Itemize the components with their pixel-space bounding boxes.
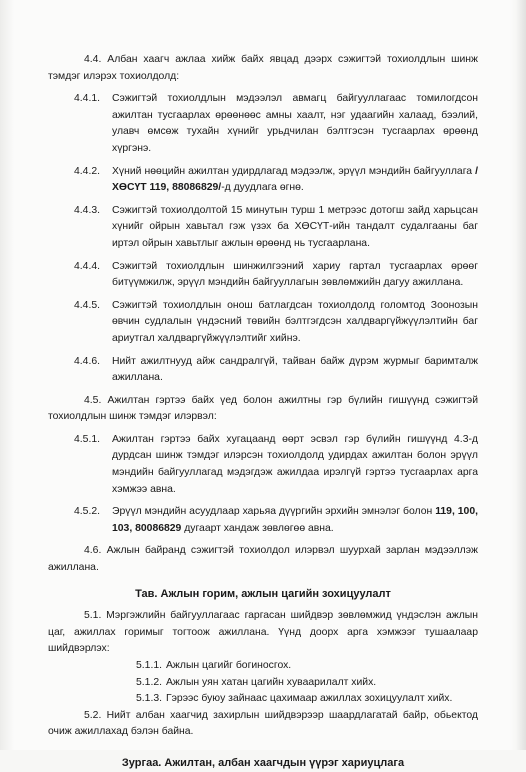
phone-numbers-bold: /ХӨСҮТ 119, 88086829/ (112, 165, 478, 194)
chapter-6-heading: Зургаа. Ажилтан, албан хаагчдын үүрэг хариуцлага (121, 756, 405, 769)
item-number: 5.1.3. (136, 693, 162, 705)
item-text: Ажлын уян хатан цагийн хуваарилалт хийх. (166, 676, 377, 688)
list-5-1 (48, 658, 478, 708)
item-4-4-6 (48, 354, 478, 387)
section-4-4-intro: 4.4. Албан хаагч ажлаа хийж байх явцад дээрх сэжигтэй тохиолдлын шинж тэмдэг илэрэх тохиолдолд: (48, 54, 478, 82)
item-number: 4.4.2. (74, 165, 100, 177)
item-text: Сэжигтэй тохиолдлын мэдээлэл авмагц байгууллагаас томилогдсон ажилтан тусгаарлах өрөөнөөс амны хаалт, нэг удаагийн халаад, бээлий, улавч өмсөж тухайн хүнийг урьдчилан бэлтгэсэн тусгаарлах өрөөнд хүргэнэ. (112, 93, 478, 154)
phone-numbers-bold: 119, 100, 103, 80086829 (112, 506, 478, 534)
list-item (136, 658, 478, 675)
item-text-end: -д дуудлага өгнө. (221, 182, 304, 194)
item-4-4-3 (48, 203, 478, 253)
item-number: 4.5.1. (74, 433, 100, 445)
list-item (136, 691, 478, 708)
item-text: Ажилтан гэртээ байх хугацаанд өөрт эсвэл гэр бүлийн гишүүнд 4.3-д дурдсан шинж тэмдэг илэрсэн тохиолдолд удирдах ажилтан болон эрүүл мэндийн байгууллагад мэдэгдэж ажилдаа ирэлгүй гэртээ тусгаарлах арга хэмжээ авна. (112, 433, 478, 495)
item-4-4-2 (48, 164, 478, 197)
item-number: 4.4.5. (74, 299, 100, 311)
section-4-6: 4.6. Ажлын байранд сэжигтэй тохиолдол илэрвэл шуурхай зарлан мэдээллэж ажиллана. (48, 545, 478, 574)
chapter-5-heading: Тав. Ажлын горим, ажлын цагийн зохицуулалт (135, 587, 391, 600)
item-text: Сэжигтэй тохиолдолтой 15 минутын турш 1 метрээс дотогш зайд харьцсан хүнийг ойрын хавьтал гэж үзэх ба ХӨСҮТ-ийн тандалт судалгааны баг иртэл ойрын хавьтлыг ажлын өрөөнд нь тусгаарлана. (112, 204, 478, 249)
list-item (136, 675, 478, 692)
section-4-5-intro: 4.5. Ажилтан гэртээ байх үед болон ажилтны гэр бүлийн гишүүнд сэжигтэй тохиолдлын шинж тэмдэг илэрвэл: (48, 394, 478, 423)
item-number: 4.4.3. (74, 204, 100, 216)
item-4-4-1 (48, 91, 478, 157)
item-number: 4.4.4. (74, 260, 100, 272)
page-edge-shadow (516, 0, 526, 750)
item-4-4-5 (48, 298, 478, 348)
item-number: 4.4.1. (74, 93, 100, 105)
item-text: Сэжигтэй тохиолдлын шинжилгээний хариу гартал тусгаарлах өрөөг битүүмжилж, эрүүл мэндийн байгууллагын зөвлөмжийн дагуу ажиллана. (112, 260, 478, 289)
paragraph-5-2: 5.2. Нийт албан хаагчид захирлын шийдвэрээр шаардлагатай байр, обьектод очиж ажиллахад бэлэн байна. (48, 709, 478, 738)
item-4-4-4 (48, 259, 478, 292)
item-text: Нийт ажилтнууд айж сандралгүй, тайван байж дүрэм журмыг баримталж ажиллана. (112, 355, 478, 384)
item-text: Ажлын цагийг богиносгох. (166, 660, 292, 671)
item-text-end: дугаарт хандаж зөвлөгөө авна. (181, 522, 334, 534)
item-text: Эрүүл мэндийн асуудлаар харьяа дүүргийн эрхийн эмнэлэг болон (112, 506, 436, 518)
item-number: 5.1.1. (136, 660, 162, 671)
item-number: 4.4.6. (74, 355, 100, 367)
item-4-5-2 (48, 504, 478, 537)
item-number: 5.1.2. (136, 676, 162, 688)
item-text: Гэрээс буюу зайнаас цахимаар ажиллах зохицуулалт хийх. (166, 693, 453, 705)
paragraph-5-1: 5.1. Мэргэжлийн байгууллагаас гаргасан шийдвэр зөвлөмжид үндэслэн ажлын цаг, ажиллах горимыг тогтоож ажиллана. Үүнд доорх арга хэмжээг тушаалаар шийдвэрлэх: (48, 610, 478, 655)
item-text: Сэжигтэй тохиолдлын онош батлагдсан тохиолдолд голомтод Зоонозын өвчин судлалын үндэсний төвийн бэлтгэгдсэн халдваргүйжүүлэлтийн баг ариутгал халдваргүйжүүлэлтийг хийнэ. (112, 299, 478, 344)
item-text: Хүний нөөцийн ажилтан удирдлагад мэдээлж, эрүүл мэндийн байгууллага (112, 165, 476, 177)
item-number: 4.5.2. (74, 506, 100, 518)
item-4-5-1 (48, 432, 478, 498)
